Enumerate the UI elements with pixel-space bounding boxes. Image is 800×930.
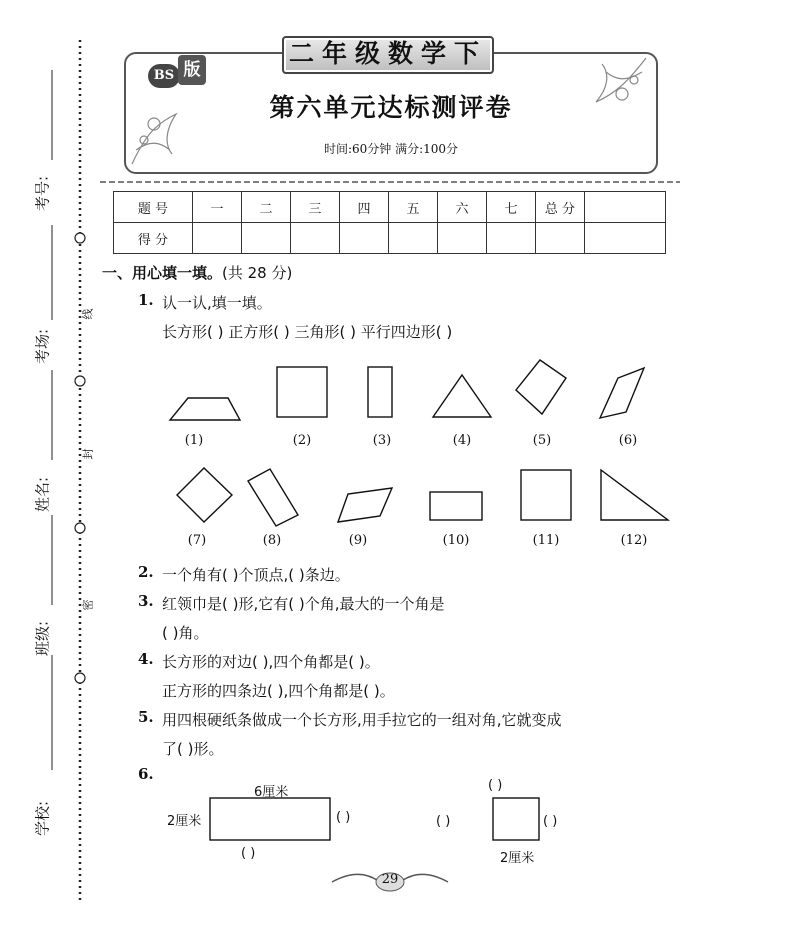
page-title: 第六单元达标测评卷 [269, 93, 513, 122]
shape-label: (7) [187, 533, 207, 548]
time-score-info: 时间:60分钟 满分:100分 [323, 142, 459, 156]
question-text[interactable]: 了( )形。 [162, 740, 224, 758]
shape-7-square-tilted [177, 468, 232, 522]
question-text[interactable]: 长方形的对边( ),四个角都是( )。 [162, 653, 380, 671]
section-heading [102, 262, 292, 283]
question-number: 2. [138, 563, 154, 581]
exam-number-label: 考号: [33, 175, 52, 212]
edition-badge: BS [148, 64, 180, 88]
score-cell [585, 192, 666, 223]
shape-5-rectangle-tilted [516, 360, 566, 414]
shape-4-triangle [433, 375, 491, 417]
score-cell: 五 [389, 192, 438, 223]
question-number: 4. [138, 650, 154, 668]
q6-square-left-blank[interactable]: ( ) [436, 814, 451, 829]
shape-12-right-triangle [601, 470, 668, 520]
q6-rect-right-blank[interactable]: ( ) [336, 810, 351, 825]
shape-label: (6) [618, 433, 638, 448]
grade-banner: 二年级数学下 [282, 36, 494, 74]
question-text: 认一认,填一填。 [162, 294, 272, 312]
question-number: 6. [138, 765, 154, 783]
score-input-cell[interactable] [193, 223, 242, 254]
exam-room-label: 考场: [33, 328, 52, 365]
q6-rect-top-label: 6厘米 [254, 785, 289, 800]
score-input-cell[interactable] [389, 223, 438, 254]
school-label: 学校: [33, 800, 52, 837]
score-table-header-row [114, 192, 666, 223]
seal-char-line: 线 [81, 308, 95, 320]
question-number: 1. [138, 291, 154, 309]
score-input-cell[interactable] [291, 223, 340, 254]
shape-label: (2) [292, 433, 312, 448]
shape-3-rectangle [368, 367, 392, 417]
score-cell: 得 分 [114, 223, 193, 254]
question-text[interactable]: 正方形的四条边( ),四个角都是( )。 [162, 682, 395, 700]
score-input-cell[interactable] [438, 223, 487, 254]
shape-label: (3) [372, 433, 392, 448]
binding-lines [0, 0, 110, 930]
shape-9-parallelogram [338, 488, 392, 522]
header-divider [100, 178, 680, 188]
question-text[interactable]: 一个角有( )个顶点,( )条边。 [162, 566, 350, 584]
score-input-cell[interactable] [242, 223, 291, 254]
shape-6-parallelogram [600, 368, 644, 418]
q6-rect-bottom-blank[interactable]: ( ) [241, 846, 256, 861]
score-cell: 三 [291, 192, 340, 223]
question-number: 5. [138, 708, 154, 726]
score-table-score-row [114, 223, 666, 254]
shapes-figure [160, 350, 680, 530]
question-text: 用四根硬纸条做成一个长方形,用手拉它的一组对角,它就变成 [162, 711, 562, 729]
score-cell: 二 [242, 192, 291, 223]
q6-square-right-blank[interactable]: ( ) [543, 814, 558, 829]
score-cell: 一 [193, 192, 242, 223]
score-cell: 六 [438, 192, 487, 223]
q6-rectangle [210, 798, 330, 840]
shape-label: (8) [262, 533, 282, 548]
page-number: 29 [381, 872, 399, 887]
shape-label: (5) [532, 433, 552, 448]
shape-10-rectangle [430, 492, 482, 520]
shape-label: (1) [184, 433, 204, 448]
q6-square-bottom-label: 2厘米 [500, 851, 535, 866]
question-number: 3. [138, 592, 154, 610]
q6-rect-left-label: 2厘米 [167, 814, 202, 829]
seal-char-seal: 封 [81, 448, 95, 460]
question-fill-line[interactable]: 长方形( ) 正方形( ) 三角形( ) 平行四边形( ) [162, 323, 453, 341]
score-input-cell[interactable] [340, 223, 389, 254]
score-cell: 七 [487, 192, 536, 223]
question-text[interactable]: 红领巾是( )形,它有( )个角,最大的一个角是 [162, 595, 445, 613]
section-points: (共 28 分) [222, 264, 293, 282]
score-table [113, 191, 666, 254]
shape-1-parallelogram [170, 398, 240, 420]
score-input-cell[interactable] [536, 223, 585, 254]
score-cell: 总 分 [536, 192, 585, 223]
shape-8-rectangle-tilted [248, 469, 298, 526]
seal-char-secret: 密 [81, 599, 95, 611]
score-input-cell[interactable] [585, 223, 666, 254]
score-input-cell[interactable] [487, 223, 536, 254]
shape-label: (10) [442, 533, 470, 548]
q6-square [493, 798, 539, 840]
shape-2-square [277, 367, 327, 417]
shape-label: (9) [348, 533, 368, 548]
shape-label: (11) [532, 533, 560, 548]
edition-suffix: 版 [178, 55, 206, 85]
class-label: 班级: [33, 620, 52, 657]
section-title: 一、用心填一填。 [102, 264, 223, 282]
shape-11-square [521, 470, 571, 520]
shape-label: (4) [452, 433, 472, 448]
shape-label: (12) [620, 533, 648, 548]
q6-square-top-blank[interactable]: ( ) [488, 778, 503, 793]
score-cell: 四 [340, 192, 389, 223]
question-text[interactable]: ( )角。 [162, 624, 209, 642]
score-cell: 题 号 [114, 192, 193, 223]
name-label: 姓名: [33, 476, 52, 513]
